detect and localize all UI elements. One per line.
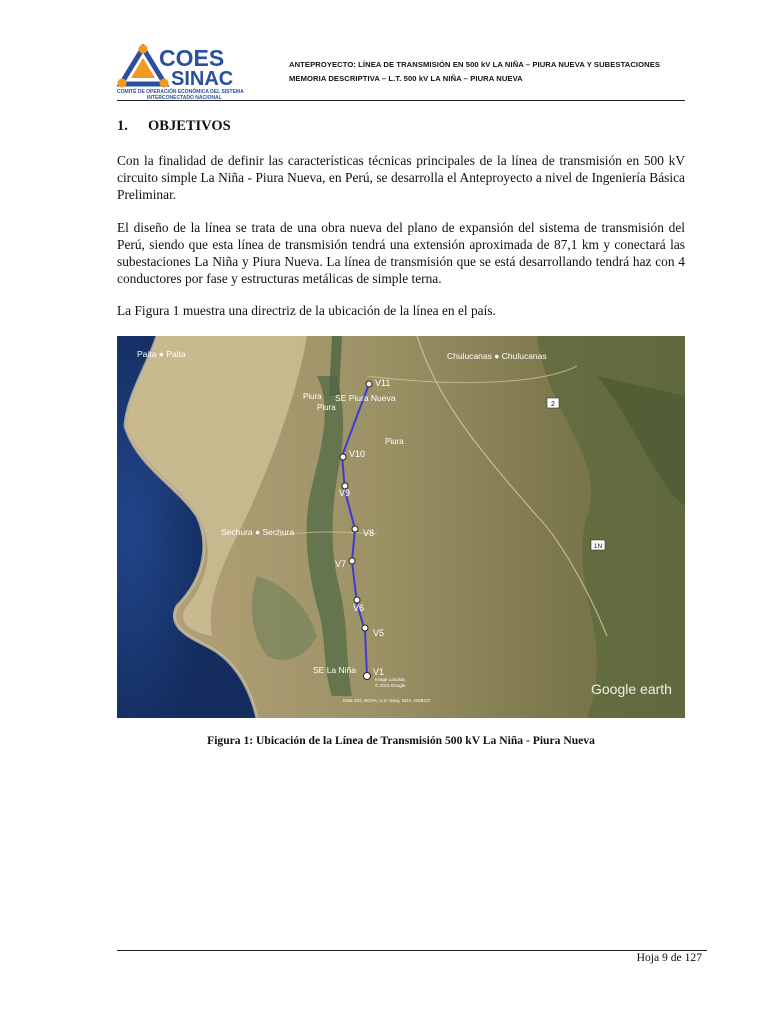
svg-text:V9: V9: [339, 488, 351, 498]
section-heading: [117, 118, 231, 135]
footer-divider: [117, 950, 707, 951]
label-attribution-2: © 2015 Google: [375, 683, 406, 688]
map-figure: [117, 336, 685, 718]
section-number: 1.: [117, 118, 128, 134]
svg-text:V5: V5: [373, 628, 385, 638]
header-line-1: ANTEPROYECTO: LÍNEA DE TRANSMISIÓN EN 500 kV LA NIÑA – PIURA NUEVA Y SUBESTACIONES: [289, 60, 661, 69]
svg-text:V8: V8: [363, 528, 375, 538]
road-shield-1n-label: 1N: [593, 543, 603, 550]
label-piura-region: Piura: [385, 437, 404, 446]
paragraph-3: La Figura 1 muestra una directriz de la ubicación de la línea en el país.: [117, 303, 496, 318]
label-attribution-1: Image Landsat: [375, 677, 405, 682]
label-se-la-nina: SE La Niña: [313, 665, 356, 675]
logo-top-text: COES: [159, 45, 225, 71]
logo-subtitle-2: INTERCONECTADO NACIONAL: [147, 95, 222, 100]
header-divider: [117, 100, 685, 101]
logo-subtitle-1: COMITÉ DE OPERACIÓN ECONÓMICA DEL SISTEMA: [117, 89, 244, 95]
google-earth-watermark: Google earth: [591, 681, 672, 697]
header-title: [289, 58, 689, 86]
page-number: Hoja 9 de 127: [636, 951, 702, 964]
svg-text:V10: V10: [349, 449, 366, 459]
label-data-credit: Data SIO, NOAA, U.S. Navy, NGA, GEBCO: [343, 698, 431, 703]
page-header: [117, 40, 685, 102]
label-piura-city: Piura: [303, 392, 322, 401]
coes-sinac-logo: [117, 44, 267, 100]
svg-text:V6: V6: [353, 603, 365, 613]
road-shield-2-label: 2: [551, 401, 555, 408]
satellite-map: [117, 336, 685, 718]
paragraph-2: El diseño de la línea se trata de una obra nueva del plano de expansión del sistema de transmisión del Perú, siendo que esta línea de transmisión tendrá una extensión aproximada de 87,1 km y conectará las subestaciones La Niña y Piura Nueva. La línea de transmisión que se está desarrollando tendrá haz con 4 conductores por fase y estructuras metálicas de simple terna.: [117, 220, 685, 286]
figure-caption: Figura 1: Ubicación de la Línea de Transmisión 500 kV La Niña - Piura Nueva: [207, 734, 595, 747]
label-chulucanas: Chulucanas ● Chulucanas: [447, 351, 547, 361]
svg-text:V11: V11: [375, 378, 391, 388]
logo-bottom-text: SINAC: [171, 68, 234, 90]
label-se-piura: SE Piura Nueva: [335, 393, 396, 403]
header-line-2: MEMORIA DESCRIPTIVA – L.T. 500 kV LA NIÑA – PIURA NUEVA: [289, 74, 523, 83]
label-paita: Paita ● Paita: [137, 349, 186, 359]
paragraph-1: Con la finalidad de definir las características técnicas principales de la línea de transmisión en 500 kV circuito simple La Niña - Piura Nueva, en Perú, se desarrolla el Anteproyecto a nivel de Ingeniería Básica Preliminar.: [117, 153, 685, 202]
label-piura-city-2: Piura: [317, 403, 336, 412]
label-sechura: Sechura ● Sechura: [221, 527, 295, 537]
svg-text:V1: V1: [373, 667, 385, 677]
svg-text:V7: V7: [335, 559, 347, 569]
section-title: OBJETIVOS: [148, 118, 231, 134]
